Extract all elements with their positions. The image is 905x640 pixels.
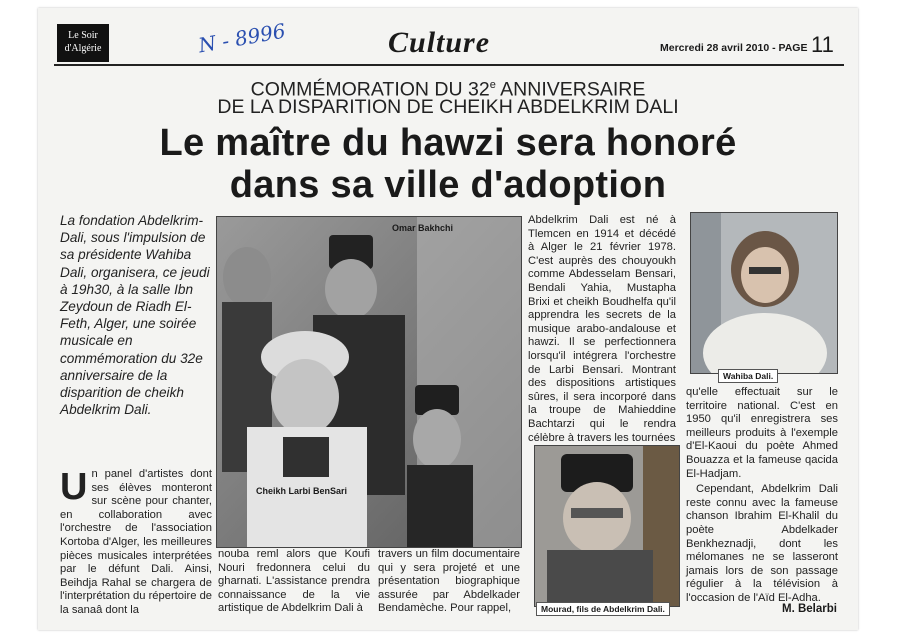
newspaper-page — [38, 8, 858, 630]
son-photo — [534, 445, 680, 607]
column-5: qu'elle effectuait sur le territoire national. C'est en 1950 qu'il enregistrera ses meilleurs produits à l'exemple d'El-Kaoui du poète Ahmed Bouazza et la fameuse qacida El-Hadjam. Cependant, Abdelkrim Dali reste connu avec la fameuse chanson Ibrahim El-Khalil du poète Abdelkader Benkheznadji, dont les mélomanes ne se lasseront jamais lors de son passage régulier à la télévision à l'occasion de l'Aïd El-Adha. — [686, 386, 838, 604]
page-number: 11 — [811, 32, 834, 57]
column-1: Un panel d'artistes dont ses élèves monteront sur scène pour chanter, en collaboration avec l'orchestre de l'association Kortoba d'Alger, les meilleures pièces musicales interprétées par le défunt Dali. Ainsi, Beihdja Rahal se chargera de l'interprétation du répertoire de la sanaâ dont la — [60, 466, 213, 616]
kicker-line-2: DE LA DISPARITION DE CHEIKH ABDELKRIM DALI — [217, 96, 679, 118]
portrait-photo — [690, 212, 838, 374]
son-photo-caption: Mourad, fils de Abdelkrim Dali. — [536, 602, 670, 616]
column-4: Abdelkrim Dali est né à Tlemcen en 1914 et décédé à Alger le 21 février 1978. C'est auprès des chouyoukh comme Abdesselam Bensari, Bendali Yahia, Mustapha Brixi et cheikh Boudhelfa qu'il apprendra les secrets de la musique arabo-andalouse et hawzi. Il se perfectionnera lorsqu'il intégrera l'orchestre de Larbi Bensari. Montrant des dispositions artistiques sûres, il sera incorporé dans la troupe de Mahieddine Bachtarzi qui le rendra célèbre à travers les tournées — [528, 214, 676, 444]
section-title: Culture — [388, 26, 491, 59]
portrait-caption: Wahiba Dali. — [718, 369, 778, 383]
dateline: Mercredi 28 avril 2010 - PAGE — [660, 42, 808, 54]
author-signature: M. Belarbi — [782, 603, 837, 615]
photo-label-larbi-bensari: Cheikh Larbi BenSari — [256, 486, 348, 496]
column-2: nouba reml alors que Koufi Nouri fredonnera celui du gharnati. L'assistance prendra connaissance de la vie artistique de Abdelkrim Dali à — [218, 548, 370, 615]
main-photo — [216, 216, 522, 548]
masthead-rule — [54, 64, 844, 66]
headline-line-1: Le maître du hawzi sera honoré — [159, 122, 737, 164]
kicker-line-1: COMMÉMORATION DU 32e ANNIVERSAIRE — [250, 78, 646, 101]
headline-line-2: dans sa ville d'adoption — [229, 164, 667, 206]
column-3: travers un film documentaire qui y sera projeté et une présentation biographique assurée par Abdelkader Bendamèche. Pour rappel, — [378, 548, 520, 615]
photo-label-omar-bakhchi: Omar Bakhchi — [392, 223, 454, 233]
handwritten-archive-note: N - 8996 — [196, 18, 288, 58]
drop-cap: U — [60, 466, 88, 508]
article-intro: La fondation Abdelkrim-Dali, sous l'impulsion de sa présidente Wahiba Dali, organisera, ce jeudi à 19h30, à la salle Ibn Zeydoun de Riadh El-Feth, Alger, une soirée musicale en commémoration du 32e anniversaire de la disparition de cheikh Abdelkrim Dali. — [60, 213, 210, 418]
newspaper-logo: Le Soir d'Algérie — [57, 24, 109, 62]
